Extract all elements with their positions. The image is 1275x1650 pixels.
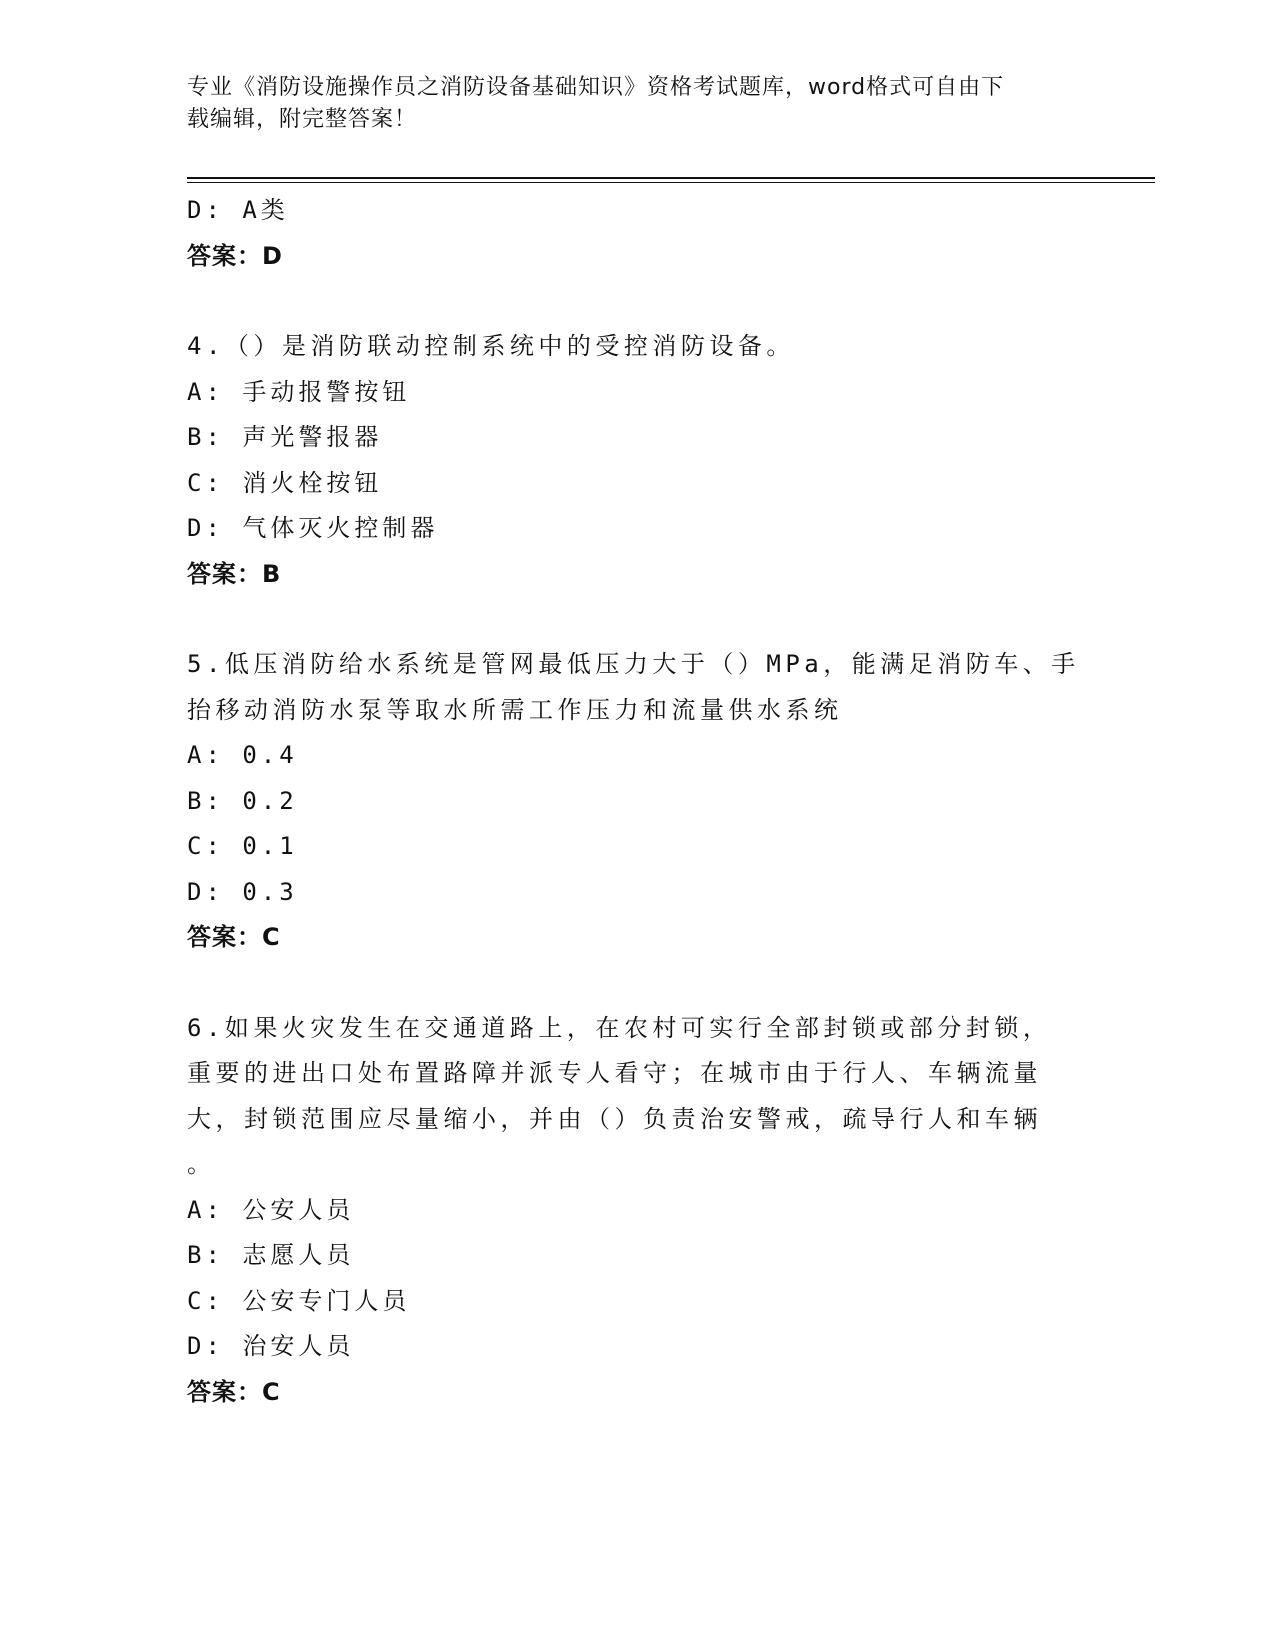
header-divider-thick xyxy=(187,177,1155,179)
spacer xyxy=(187,597,1087,642)
question-text-line: 4.（）是消防联动控制系统中的受控消防设备。 xyxy=(187,332,795,360)
spacer xyxy=(187,961,1087,1006)
question-5 xyxy=(187,642,1087,961)
answer-line: 答案：C xyxy=(187,923,281,951)
option-a: A: 0.4 xyxy=(187,741,298,769)
question-text-line: 抬移动消防水泵等取水所需工作压力和流量供水系统 xyxy=(187,695,843,724)
question-text xyxy=(187,1006,1087,1188)
spacer xyxy=(187,279,1087,324)
option-d: D: 气体灭火控制器 xyxy=(187,514,439,542)
question-text-line: 。 xyxy=(187,1150,216,1178)
option-d: D: 0.3 xyxy=(187,877,298,906)
option-d: D: 治安人员 xyxy=(187,1332,355,1360)
option-a: A: 手动报警按钮 xyxy=(187,377,411,406)
answer-line: 答案：B xyxy=(187,559,282,588)
question-text xyxy=(187,324,1087,370)
option-d: D: A类 xyxy=(187,196,289,224)
option-c: C: 公安专门人员 xyxy=(187,1286,411,1315)
header-line-1: 专业《消防设施操作员之消防设备基础知识》资格考试题库，word格式可自由下 xyxy=(187,75,1005,100)
option-b: B: 声光警报器 xyxy=(187,423,383,451)
previous-question-tail xyxy=(187,188,1087,279)
question-text-line: 大，封锁范围应尽量缩小，并由（）负责治安警戒，疏导行人和车辆 xyxy=(187,1104,1042,1133)
document-header xyxy=(187,72,1067,136)
question-6 xyxy=(187,1006,1087,1416)
option-b: B: 志愿人员 xyxy=(187,1241,355,1269)
option-c: C: 0.1 xyxy=(187,832,298,860)
option-c: C: 消火栓按钮 xyxy=(187,468,383,497)
question-4 xyxy=(187,324,1087,597)
answer-line: 答案：D xyxy=(187,241,283,270)
header-divider-thin xyxy=(187,182,1155,183)
header-line-2: 载编辑，附完整答案！ xyxy=(187,107,418,132)
question-text-line: 6.如果火灾发生在交通道路上，在农村可实行全部封锁或部分封锁， xyxy=(187,1013,1052,1042)
question-text-line: 重要的进出口处布置路障并派专人看守；在城市由于行人、车辆流量 xyxy=(187,1059,1042,1087)
question-text-line: 5.低压消防给水系统是管网最低压力大于（）MPa，能满足消防车、手 xyxy=(187,650,1080,678)
option-b: B: 0.2 xyxy=(187,786,298,815)
question-list xyxy=(187,188,1087,1415)
option-a: A: 公安人员 xyxy=(187,1195,355,1224)
answer-line: 答案：C xyxy=(187,1377,281,1406)
question-text xyxy=(187,642,1087,733)
